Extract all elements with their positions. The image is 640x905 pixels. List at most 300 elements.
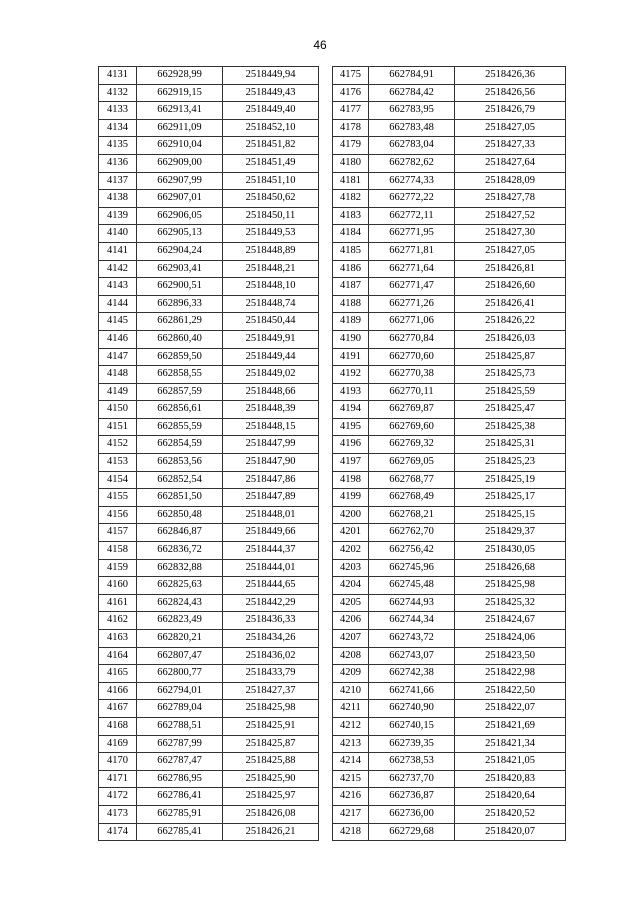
y-coordinate-cell: 2518442,29 — [223, 594, 319, 612]
point-number-cell: 4183 — [333, 207, 369, 225]
column-gap-cell — [319, 190, 333, 208]
y-coordinate-cell: 2518425,23 — [455, 454, 566, 472]
point-number-cell: 4215 — [333, 770, 369, 788]
x-coordinate-cell: 662907,99 — [137, 172, 223, 190]
coordinate-table-right — [332, 66, 566, 841]
point-number-cell: 4172 — [99, 788, 137, 806]
page-number: 46 — [313, 38, 327, 52]
point-number-cell: 4140 — [99, 225, 137, 243]
point-number-cell: 4161 — [99, 594, 137, 612]
y-coordinate-cell: 2518444,01 — [223, 559, 319, 577]
y-coordinate-cell: 2518449,43 — [223, 84, 319, 102]
x-coordinate-cell: 662785,91 — [137, 805, 223, 823]
column-gap-cell — [319, 823, 333, 841]
point-number-cell: 4214 — [333, 753, 369, 771]
point-number-cell: 4193 — [333, 383, 369, 401]
x-coordinate-cell: 662743,07 — [369, 647, 455, 665]
point-number-cell: 4175 — [333, 67, 369, 85]
x-coordinate-cell: 662772,22 — [369, 190, 455, 208]
y-coordinate-cell: 2518425,91 — [223, 717, 319, 735]
x-coordinate-cell: 662794,01 — [137, 682, 223, 700]
point-number-cell: 4177 — [333, 102, 369, 120]
x-coordinate-cell: 662770,11 — [369, 383, 455, 401]
table-row — [99, 489, 333, 507]
column-gap-cell — [319, 295, 333, 313]
point-number-cell: 4131 — [99, 67, 137, 85]
table-row — [333, 630, 566, 648]
point-number-cell: 4212 — [333, 717, 369, 735]
table-row — [99, 594, 333, 612]
point-number-cell: 4210 — [333, 682, 369, 700]
column-gap-cell — [319, 788, 333, 806]
table-row — [99, 330, 333, 348]
y-coordinate-cell: 2518449,53 — [223, 225, 319, 243]
y-coordinate-cell: 2518427,30 — [455, 225, 566, 243]
column-gap-cell — [319, 225, 333, 243]
y-coordinate-cell: 2518427,33 — [455, 137, 566, 155]
table-row — [99, 735, 333, 753]
column-gap-cell — [319, 172, 333, 190]
point-number-cell: 4159 — [99, 559, 137, 577]
point-number-cell: 4190 — [333, 330, 369, 348]
x-coordinate-cell: 662770,38 — [369, 366, 455, 384]
y-coordinate-cell: 2518421,05 — [455, 753, 566, 771]
table-row — [99, 242, 333, 260]
column-gap-cell — [319, 735, 333, 753]
x-coordinate-cell: 662919,15 — [137, 84, 223, 102]
x-coordinate-cell: 662783,48 — [369, 119, 455, 137]
table-row — [99, 436, 333, 454]
x-coordinate-cell: 662771,47 — [369, 278, 455, 296]
y-coordinate-cell: 2518451,82 — [223, 137, 319, 155]
y-coordinate-cell: 2518425,31 — [455, 436, 566, 454]
point-number-cell: 4132 — [99, 84, 137, 102]
y-coordinate-cell: 2518422,98 — [455, 665, 566, 683]
point-number-cell: 4167 — [99, 700, 137, 718]
point-number-cell: 4186 — [333, 260, 369, 278]
column-gap-cell — [319, 119, 333, 137]
x-coordinate-cell: 662907,01 — [137, 190, 223, 208]
table-row — [333, 594, 566, 612]
y-coordinate-cell: 2518426,79 — [455, 102, 566, 120]
x-coordinate-cell: 662756,42 — [369, 542, 455, 560]
y-coordinate-cell: 2518426,56 — [455, 84, 566, 102]
y-coordinate-cell: 2518449,91 — [223, 330, 319, 348]
table-row — [333, 577, 566, 595]
y-coordinate-cell: 2518425,90 — [223, 770, 319, 788]
table-row — [99, 805, 333, 823]
x-coordinate-cell: 662774,33 — [369, 172, 455, 190]
point-number-cell: 4209 — [333, 665, 369, 683]
point-number-cell: 4203 — [333, 559, 369, 577]
point-number-cell: 4139 — [99, 207, 137, 225]
table-row — [99, 506, 333, 524]
x-coordinate-cell: 662768,77 — [369, 471, 455, 489]
y-coordinate-cell: 2518427,05 — [455, 119, 566, 137]
x-coordinate-cell: 662745,48 — [369, 577, 455, 595]
point-number-cell: 4197 — [333, 454, 369, 472]
y-coordinate-cell: 2518450,11 — [223, 207, 319, 225]
table-row — [333, 542, 566, 560]
y-coordinate-cell: 2518447,89 — [223, 489, 319, 507]
point-number-cell: 4135 — [99, 137, 137, 155]
x-coordinate-cell: 662772,11 — [369, 207, 455, 225]
y-coordinate-cell: 2518424,06 — [455, 630, 566, 648]
table-row — [99, 454, 333, 472]
x-coordinate-cell: 662740,15 — [369, 717, 455, 735]
point-number-cell: 4152 — [99, 436, 137, 454]
table-row — [333, 823, 566, 841]
point-number-cell: 4134 — [99, 119, 137, 137]
table-row — [99, 260, 333, 278]
y-coordinate-cell: 2518430,05 — [455, 542, 566, 560]
point-number-cell: 4195 — [333, 418, 369, 436]
point-number-cell: 4169 — [99, 735, 137, 753]
y-coordinate-cell: 2518448,10 — [223, 278, 319, 296]
table-row — [99, 647, 333, 665]
table-row — [99, 717, 333, 735]
column-gap-cell — [319, 542, 333, 560]
x-coordinate-cell: 662745,96 — [369, 559, 455, 577]
y-coordinate-cell: 2518425,87 — [455, 348, 566, 366]
column-gap-cell — [319, 348, 333, 366]
x-coordinate-cell: 662903,41 — [137, 260, 223, 278]
y-coordinate-cell: 2518449,66 — [223, 524, 319, 542]
y-coordinate-cell: 2518448,21 — [223, 260, 319, 278]
column-gap-cell — [319, 665, 333, 683]
y-coordinate-cell: 2518448,89 — [223, 242, 319, 260]
point-number-cell: 4187 — [333, 278, 369, 296]
y-coordinate-cell: 2518425,32 — [455, 594, 566, 612]
table-row — [333, 172, 566, 190]
column-gap-cell — [319, 630, 333, 648]
table-row — [99, 559, 333, 577]
y-coordinate-cell: 2518425,98 — [223, 700, 319, 718]
table-row — [333, 559, 566, 577]
table-row — [333, 770, 566, 788]
point-number-cell: 4162 — [99, 612, 137, 630]
table-row — [99, 665, 333, 683]
column-gap-cell — [319, 524, 333, 542]
table-row — [333, 454, 566, 472]
point-number-cell: 4179 — [333, 137, 369, 155]
table-row — [99, 383, 333, 401]
y-coordinate-cell: 2518444,37 — [223, 542, 319, 560]
y-coordinate-cell: 2518444,65 — [223, 577, 319, 595]
x-coordinate-cell: 662762,70 — [369, 524, 455, 542]
x-coordinate-cell: 662859,50 — [137, 348, 223, 366]
point-number-cell: 4160 — [99, 577, 137, 595]
point-number-cell: 4137 — [99, 172, 137, 190]
y-coordinate-cell: 2518448,39 — [223, 401, 319, 419]
table-row — [99, 700, 333, 718]
y-coordinate-cell: 2518447,90 — [223, 454, 319, 472]
point-number-cell: 4163 — [99, 630, 137, 648]
point-number-cell: 4154 — [99, 471, 137, 489]
y-coordinate-cell: 2518427,52 — [455, 207, 566, 225]
table-row — [99, 471, 333, 489]
x-coordinate-cell: 662787,99 — [137, 735, 223, 753]
point-number-cell: 4184 — [333, 225, 369, 243]
column-gap-cell — [319, 753, 333, 771]
y-coordinate-cell: 2518421,69 — [455, 717, 566, 735]
y-coordinate-cell: 2518425,15 — [455, 506, 566, 524]
column-gap-cell — [319, 700, 333, 718]
table-row — [333, 471, 566, 489]
table-row — [333, 84, 566, 102]
point-number-cell: 4144 — [99, 295, 137, 313]
table-row — [333, 137, 566, 155]
x-coordinate-cell: 662741,66 — [369, 682, 455, 700]
table-row — [333, 805, 566, 823]
column-gap-cell — [319, 647, 333, 665]
y-coordinate-cell: 2518427,05 — [455, 242, 566, 260]
x-coordinate-cell: 662928,99 — [137, 67, 223, 85]
column-gap-cell — [319, 102, 333, 120]
point-number-cell: 4166 — [99, 682, 137, 700]
column-gap-cell — [319, 401, 333, 419]
point-number-cell: 4164 — [99, 647, 137, 665]
point-number-cell: 4199 — [333, 489, 369, 507]
point-number-cell: 4146 — [99, 330, 137, 348]
y-coordinate-cell: 2518448,74 — [223, 295, 319, 313]
column-gap-cell — [319, 383, 333, 401]
y-coordinate-cell: 2518427,37 — [223, 682, 319, 700]
y-coordinate-cell: 2518426,68 — [455, 559, 566, 577]
x-coordinate-cell: 662788,51 — [137, 717, 223, 735]
x-coordinate-cell: 662832,88 — [137, 559, 223, 577]
x-coordinate-cell: 662771,64 — [369, 260, 455, 278]
x-coordinate-cell: 662836,72 — [137, 542, 223, 560]
table-row — [333, 753, 566, 771]
point-number-cell: 4174 — [99, 823, 137, 841]
y-coordinate-cell: 2518436,02 — [223, 647, 319, 665]
x-coordinate-cell: 662771,95 — [369, 225, 455, 243]
y-coordinate-cell: 2518420,07 — [455, 823, 566, 841]
x-coordinate-cell: 662769,60 — [369, 418, 455, 436]
table-row — [99, 418, 333, 436]
column-gap-cell — [319, 506, 333, 524]
point-number-cell: 4150 — [99, 401, 137, 419]
table-row — [99, 295, 333, 313]
table-row — [99, 119, 333, 137]
x-coordinate-cell: 662852,54 — [137, 471, 223, 489]
column-gap-cell — [319, 137, 333, 155]
x-coordinate-cell: 662771,81 — [369, 242, 455, 260]
point-number-cell: 4202 — [333, 542, 369, 560]
point-number-cell: 4196 — [333, 436, 369, 454]
x-coordinate-cell: 662769,87 — [369, 401, 455, 419]
point-number-cell: 4205 — [333, 594, 369, 612]
table-row — [333, 278, 566, 296]
table-row — [99, 682, 333, 700]
table-row — [99, 823, 333, 841]
x-coordinate-cell: 662820,21 — [137, 630, 223, 648]
column-gap-cell — [319, 594, 333, 612]
column-gap-cell — [319, 418, 333, 436]
x-coordinate-cell: 662768,49 — [369, 489, 455, 507]
y-coordinate-cell: 2518426,36 — [455, 67, 566, 85]
y-coordinate-cell: 2518427,64 — [455, 154, 566, 172]
y-coordinate-cell: 2518449,02 — [223, 366, 319, 384]
point-number-cell: 4217 — [333, 805, 369, 823]
x-coordinate-cell: 662736,87 — [369, 788, 455, 806]
y-coordinate-cell: 2518427,78 — [455, 190, 566, 208]
column-gap-cell — [319, 717, 333, 735]
point-number-cell: 4170 — [99, 753, 137, 771]
x-coordinate-cell: 662854,59 — [137, 436, 223, 454]
table-row — [99, 753, 333, 771]
x-coordinate-cell: 662739,35 — [369, 735, 455, 753]
table-row — [333, 735, 566, 753]
table-row — [99, 788, 333, 806]
y-coordinate-cell: 2518425,17 — [455, 489, 566, 507]
x-coordinate-cell: 662823,49 — [137, 612, 223, 630]
y-coordinate-cell: 2518426,60 — [455, 278, 566, 296]
table-row — [333, 647, 566, 665]
point-number-cell: 4189 — [333, 313, 369, 331]
y-coordinate-cell: 2518426,03 — [455, 330, 566, 348]
point-number-cell: 4194 — [333, 401, 369, 419]
y-coordinate-cell: 2518426,22 — [455, 313, 566, 331]
point-number-cell: 4136 — [99, 154, 137, 172]
y-coordinate-cell: 2518425,38 — [455, 418, 566, 436]
table-row — [333, 102, 566, 120]
table-row — [333, 330, 566, 348]
y-coordinate-cell: 2518429,37 — [455, 524, 566, 542]
y-coordinate-cell: 2518421,34 — [455, 735, 566, 753]
table-row — [333, 665, 566, 683]
y-coordinate-cell: 2518447,86 — [223, 471, 319, 489]
table-row — [333, 383, 566, 401]
point-number-cell: 4185 — [333, 242, 369, 260]
column-gap-cell — [319, 471, 333, 489]
x-coordinate-cell: 662786,95 — [137, 770, 223, 788]
x-coordinate-cell: 662742,38 — [369, 665, 455, 683]
x-coordinate-cell: 662904,24 — [137, 242, 223, 260]
x-coordinate-cell: 662909,00 — [137, 154, 223, 172]
column-gap-cell — [319, 330, 333, 348]
table-row — [99, 154, 333, 172]
table-row — [99, 542, 333, 560]
table-row — [333, 366, 566, 384]
column-gap-cell — [319, 313, 333, 331]
point-number-cell: 4168 — [99, 717, 137, 735]
point-number-cell: 4151 — [99, 418, 137, 436]
x-coordinate-cell: 662736,00 — [369, 805, 455, 823]
column-gap-cell — [319, 454, 333, 472]
table-row — [333, 67, 566, 85]
y-coordinate-cell: 2518449,44 — [223, 348, 319, 366]
x-coordinate-cell: 662744,34 — [369, 612, 455, 630]
table-row — [99, 207, 333, 225]
column-gap-cell — [319, 154, 333, 172]
y-coordinate-cell: 2518423,50 — [455, 647, 566, 665]
point-number-cell: 4211 — [333, 700, 369, 718]
x-coordinate-cell: 662913,41 — [137, 102, 223, 120]
coordinate-tables — [98, 66, 565, 835]
y-coordinate-cell: 2518449,40 — [223, 102, 319, 120]
x-coordinate-cell: 662906,05 — [137, 207, 223, 225]
y-coordinate-cell: 2518424,67 — [455, 612, 566, 630]
y-coordinate-cell: 2518422,07 — [455, 700, 566, 718]
column-gap-cell — [319, 436, 333, 454]
x-coordinate-cell: 662785,41 — [137, 823, 223, 841]
x-coordinate-cell: 662851,50 — [137, 489, 223, 507]
y-coordinate-cell: 2518451,49 — [223, 154, 319, 172]
point-number-cell: 4198 — [333, 471, 369, 489]
table-row — [99, 630, 333, 648]
x-coordinate-cell: 662846,87 — [137, 524, 223, 542]
point-number-cell: 4191 — [333, 348, 369, 366]
x-coordinate-cell: 662782,62 — [369, 154, 455, 172]
table-row — [333, 242, 566, 260]
point-number-cell: 4216 — [333, 788, 369, 806]
y-coordinate-cell: 2518425,73 — [455, 366, 566, 384]
table-row — [333, 436, 566, 454]
point-number-cell: 4192 — [333, 366, 369, 384]
table-row — [99, 225, 333, 243]
x-coordinate-cell: 662807,47 — [137, 647, 223, 665]
table-row — [333, 418, 566, 436]
x-coordinate-cell: 662768,21 — [369, 506, 455, 524]
table-row — [99, 190, 333, 208]
table-row — [333, 348, 566, 366]
point-number-cell: 4155 — [99, 489, 137, 507]
y-coordinate-cell: 2518425,88 — [223, 753, 319, 771]
x-coordinate-cell: 662787,47 — [137, 753, 223, 771]
column-gap-cell — [319, 207, 333, 225]
table-row — [333, 788, 566, 806]
y-coordinate-cell: 2518448,01 — [223, 506, 319, 524]
y-coordinate-cell: 2518425,59 — [455, 383, 566, 401]
point-number-cell: 4206 — [333, 612, 369, 630]
column-gap-cell — [319, 577, 333, 595]
point-number-cell: 4153 — [99, 454, 137, 472]
y-coordinate-cell: 2518436,33 — [223, 612, 319, 630]
table-row — [99, 172, 333, 190]
table-row — [333, 119, 566, 137]
y-coordinate-cell: 2518450,62 — [223, 190, 319, 208]
x-coordinate-cell: 662737,70 — [369, 770, 455, 788]
x-coordinate-cell: 662769,32 — [369, 436, 455, 454]
x-coordinate-cell: 662783,95 — [369, 102, 455, 120]
x-coordinate-cell: 662740,90 — [369, 700, 455, 718]
point-number-cell: 4138 — [99, 190, 137, 208]
x-coordinate-cell: 662743,72 — [369, 630, 455, 648]
column-gap-cell — [319, 805, 333, 823]
x-coordinate-cell: 662855,59 — [137, 418, 223, 436]
x-coordinate-cell: 662744,93 — [369, 594, 455, 612]
point-number-cell: 4148 — [99, 366, 137, 384]
x-coordinate-cell: 662770,60 — [369, 348, 455, 366]
y-coordinate-cell: 2518447,99 — [223, 436, 319, 454]
column-gap-cell — [319, 366, 333, 384]
point-number-cell: 4180 — [333, 154, 369, 172]
x-coordinate-cell: 662860,40 — [137, 330, 223, 348]
point-number-cell: 4156 — [99, 506, 137, 524]
table-row — [99, 313, 333, 331]
column-gap-cell — [319, 559, 333, 577]
point-number-cell: 4213 — [333, 735, 369, 753]
y-coordinate-cell: 2518426,21 — [223, 823, 319, 841]
x-coordinate-cell: 662856,61 — [137, 401, 223, 419]
x-coordinate-cell: 662824,43 — [137, 594, 223, 612]
y-coordinate-cell: 2518433,79 — [223, 665, 319, 683]
x-coordinate-cell: 662853,56 — [137, 454, 223, 472]
point-number-cell: 4145 — [99, 313, 137, 331]
point-number-cell: 4178 — [333, 119, 369, 137]
